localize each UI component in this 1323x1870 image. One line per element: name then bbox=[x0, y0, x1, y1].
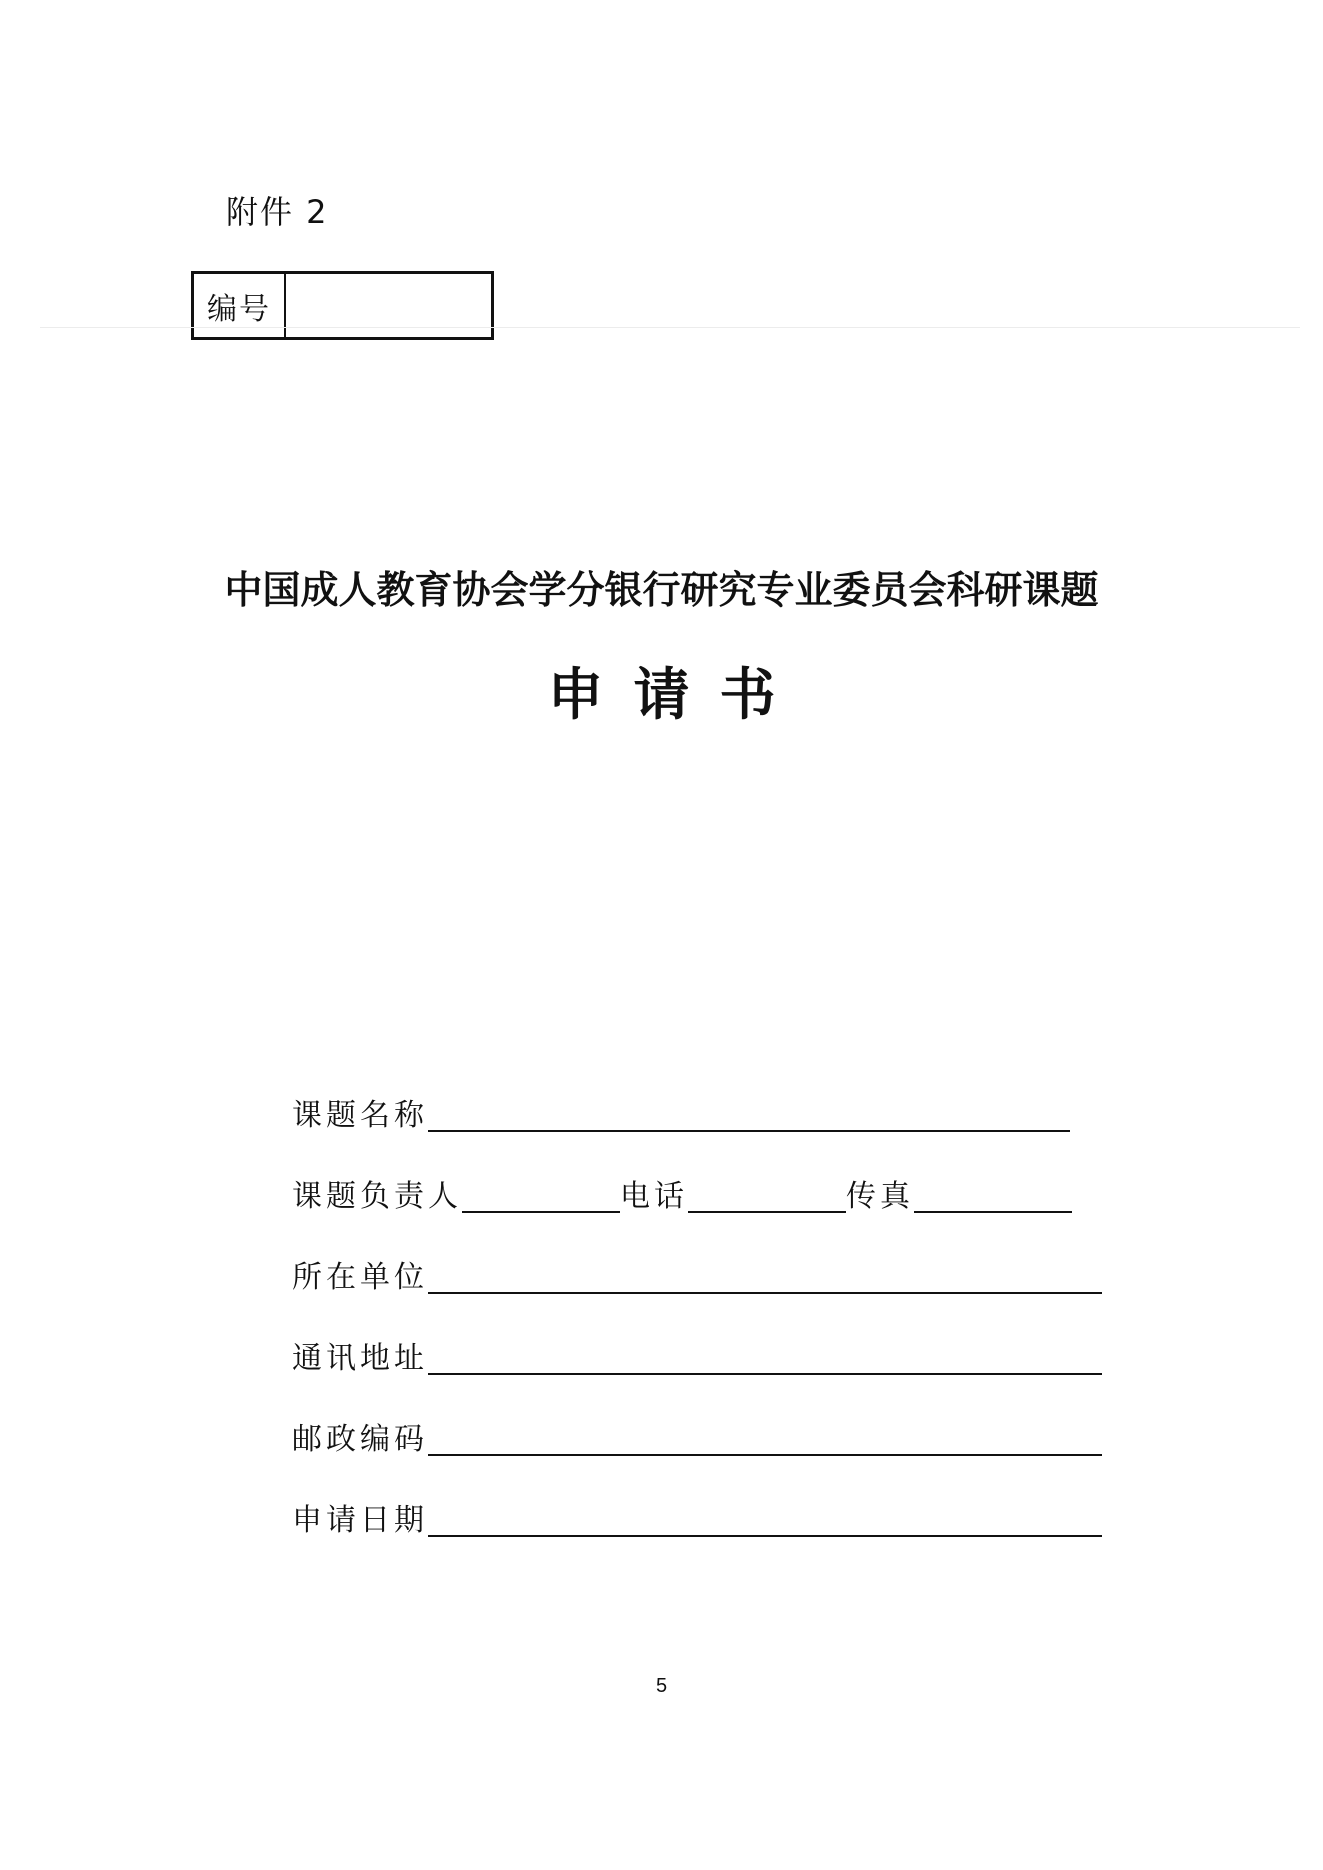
document-subtitle: 申请书 bbox=[547, 662, 806, 728]
form-row-unit bbox=[292, 1250, 1102, 1298]
topic-name-field[interactable] bbox=[428, 1092, 1070, 1132]
page-number: 5 bbox=[655, 1675, 668, 1697]
application-form bbox=[292, 1088, 1102, 1574]
fax-label: 传真 bbox=[846, 1179, 914, 1214]
leader-field[interactable] bbox=[462, 1173, 620, 1213]
scan-artifact-line bbox=[40, 327, 1300, 328]
address-field[interactable] bbox=[428, 1335, 1102, 1375]
date-field[interactable] bbox=[428, 1497, 1102, 1537]
address-label: 通讯地址 bbox=[292, 1341, 428, 1376]
form-row-postcode bbox=[292, 1412, 1102, 1460]
postcode-label: 邮政编码 bbox=[292, 1422, 428, 1457]
form-row-topic bbox=[292, 1088, 1102, 1136]
unit-field[interactable] bbox=[428, 1254, 1102, 1294]
attachment-label: 附件 2 bbox=[226, 193, 329, 231]
form-row-contact bbox=[292, 1169, 1102, 1217]
form-row-address bbox=[292, 1331, 1102, 1379]
postcode-field[interactable] bbox=[428, 1416, 1102, 1456]
serial-number-box bbox=[191, 271, 494, 340]
topic-name-label: 课题名称 bbox=[292, 1098, 428, 1133]
form-row-date bbox=[292, 1493, 1102, 1541]
document-title: 中国成人教育协会学分银行研究专业委员会科研课题 bbox=[224, 567, 1099, 612]
date-label: 申请日期 bbox=[292, 1503, 428, 1538]
fax-field[interactable] bbox=[914, 1173, 1072, 1213]
leader-label: 课题负责人 bbox=[292, 1179, 462, 1214]
serial-number-label: 编号 bbox=[194, 274, 286, 337]
phone-field[interactable] bbox=[688, 1173, 846, 1213]
unit-label: 所在单位 bbox=[292, 1260, 428, 1295]
phone-label: 电话 bbox=[620, 1179, 688, 1214]
